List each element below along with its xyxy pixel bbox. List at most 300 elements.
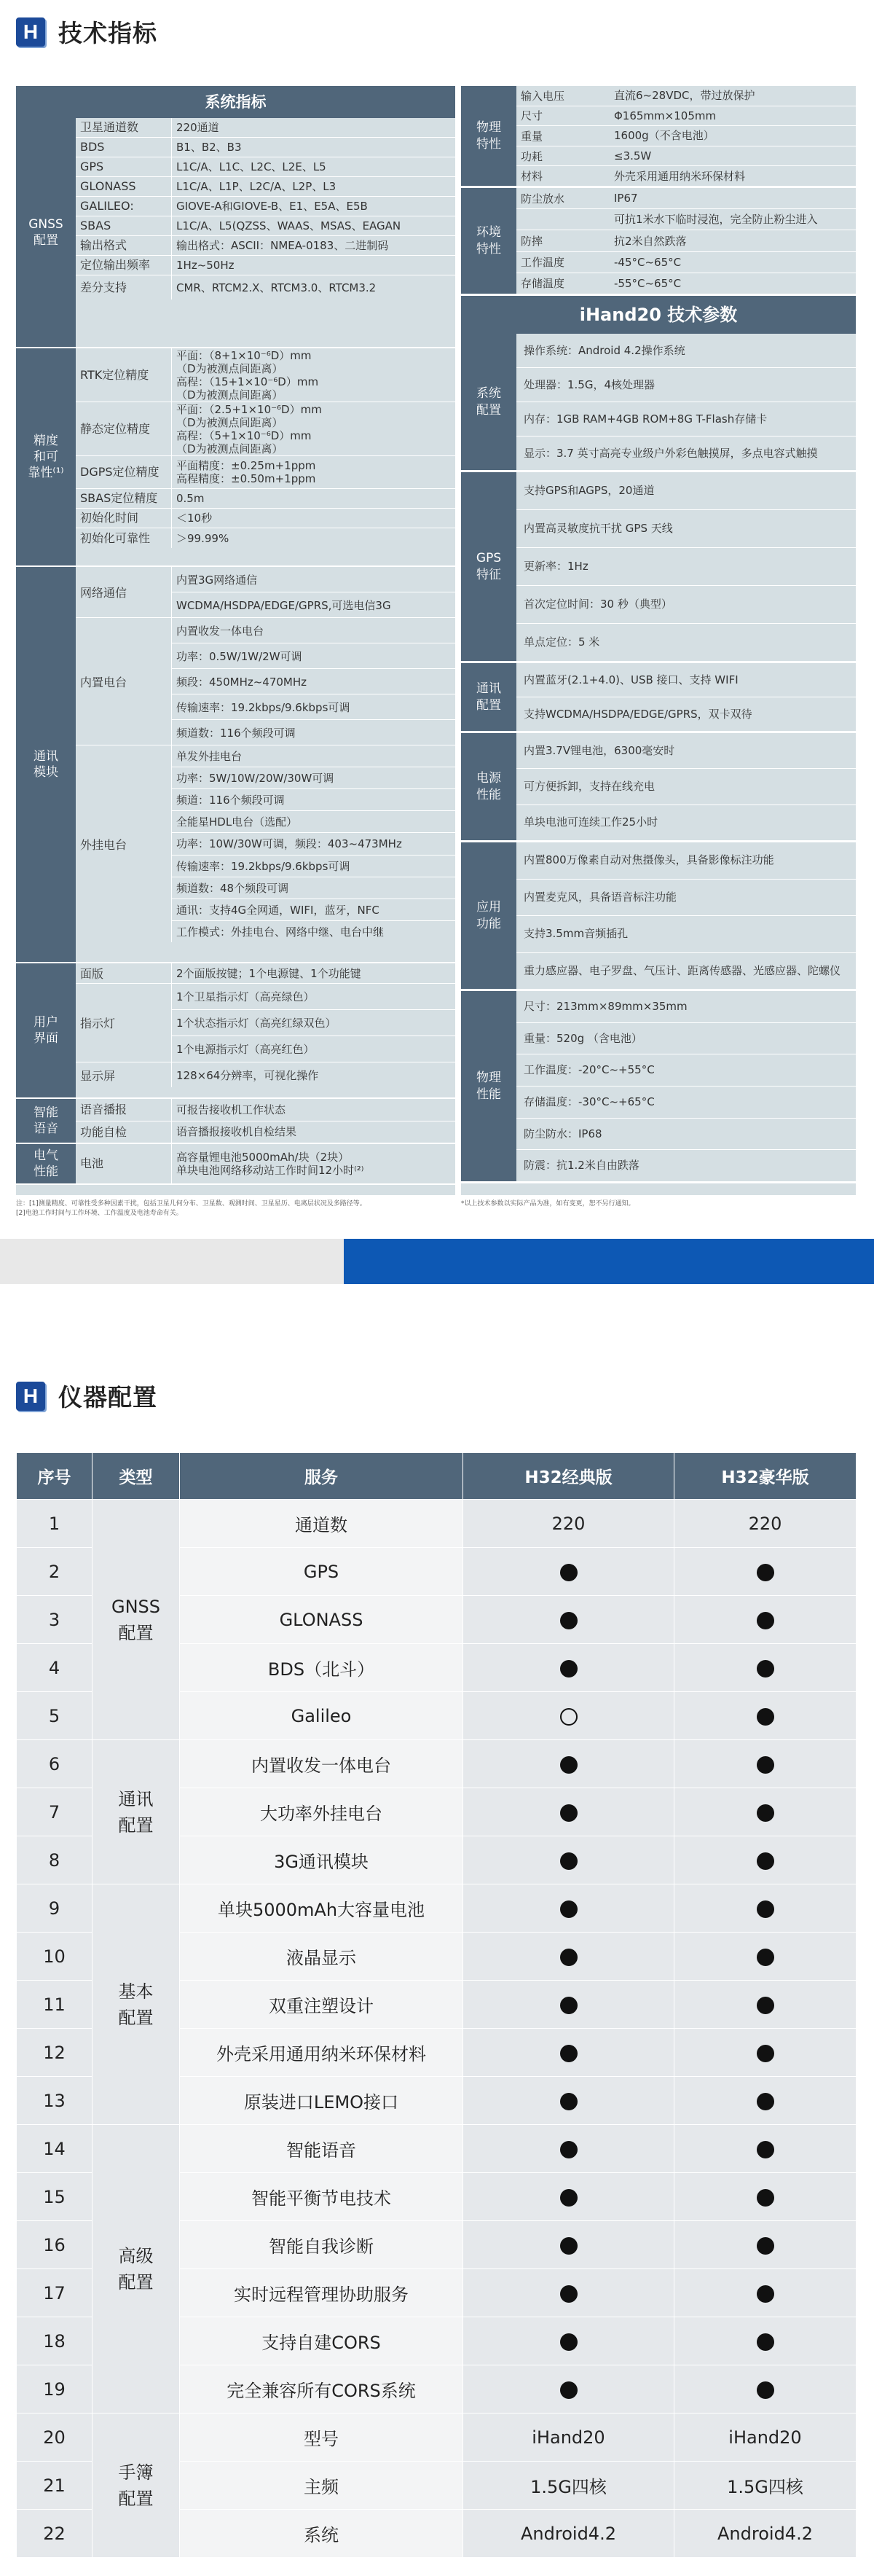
spec-key: 功耗	[521, 149, 543, 163]
group-label: 通讯 模块	[16, 567, 76, 962]
cell-classic	[463, 1740, 674, 1788]
spec-key: 防摔	[521, 235, 543, 248]
table-row	[17, 1740, 857, 1788]
spec-value	[172, 197, 455, 216]
spec-line: 1个电源指示灯（高亮红色）	[176, 1043, 315, 1056]
cell-luxury	[674, 2317, 857, 2365]
section-header-config	[16, 1379, 157, 1413]
env-row	[516, 209, 856, 230]
included-dot-icon	[757, 2141, 774, 2158]
row-number: 22	[17, 2510, 92, 2558]
cell-luxury	[674, 2269, 857, 2317]
cell-luxury: 1.5G四核	[674, 2462, 857, 2510]
cell-classic	[463, 1644, 674, 1692]
group-label: 电气 性能	[16, 1144, 76, 1183]
service-name: 支持自建CORS	[180, 2317, 463, 2365]
h-logo-icon: H	[16, 17, 45, 47]
service-name: 通道数	[180, 1500, 463, 1548]
system-specs-body	[16, 118, 455, 1185]
spec-value	[172, 177, 455, 196]
ihand-spec-line: 支持WCDMA/HSDPA/EDGE/GPRS，双卡双待	[524, 707, 752, 721]
spec-lines	[172, 567, 455, 617]
spec-value: Φ165mm×105mm	[614, 109, 717, 122]
spec-group	[16, 348, 455, 567]
spec-lines	[172, 618, 455, 745]
spec-line: 功率：5W/10W/20W/30W可调	[172, 767, 455, 789]
service-name: 内置收发一体电台	[180, 1740, 463, 1788]
column-header: 类型	[92, 1453, 180, 1500]
included-dot-icon	[757, 1949, 774, 1966]
spec-value-line: 可报告接收机工作状态	[176, 1103, 286, 1116]
spec-value-line: CMR、RTCM2.X、RTCM3.0、RTCM3.2	[176, 281, 377, 294]
spec-value-line: 语音播报接收机自检结果	[176, 1125, 297, 1139]
service-name: Galileo	[180, 1692, 463, 1740]
cell-luxury	[674, 2125, 857, 2173]
ihand-footnote: *以上技术参数以实际产品为准，如有变更，恕不另行通知。	[461, 1200, 635, 1207]
group-rows	[516, 733, 856, 840]
spec-value-line: L1C/A、L1C、L2C、L2E、L5	[176, 160, 326, 173]
row-number: 6	[17, 1740, 92, 1788]
included-dot-icon	[560, 2093, 578, 2110]
config-table-header	[17, 1453, 857, 1500]
spec-value	[172, 236, 455, 255]
ihand-spec-line: 防尘防水：IP68	[516, 1119, 856, 1151]
table-row	[17, 1500, 857, 1548]
cell-luxury	[674, 1596, 857, 1644]
cell-classic	[463, 1788, 674, 1836]
cell-luxury	[674, 1933, 857, 1981]
env-row	[516, 252, 856, 273]
cell-luxury	[674, 1692, 857, 1740]
included-dot-icon	[560, 1949, 578, 1966]
spec-line: 传输速率：19.2kbps/9.6kbps可调	[172, 856, 455, 877]
row-number: 8	[17, 1836, 92, 1884]
group-label: 智能 语音	[16, 1099, 76, 1143]
spec-value-line: 单块电池网络移动站工作时间12小时⁽²⁾	[176, 1164, 364, 1177]
group-label: 电源 性能	[461, 733, 516, 840]
included-dot-icon	[560, 2045, 578, 2062]
spec-value: 1600g（不含电池）	[614, 129, 714, 143]
spec-key: 电池	[76, 1144, 172, 1183]
spec-value-line: 0.5m	[176, 492, 205, 505]
ihand-spec-line: 重量：520g （含电池）	[516, 1023, 856, 1055]
group-rows	[516, 188, 856, 294]
ihand-spec-line: 内置高灵敏度抗干扰 GPS 天线	[516, 510, 856, 548]
included-dot-icon	[560, 2285, 578, 2303]
table-row	[17, 2413, 857, 2462]
included-dot-icon	[757, 2093, 774, 2110]
spec-key: 定位输出频率	[76, 256, 172, 275]
section-header-tech	[16, 15, 157, 49]
service-name: GLONASS	[180, 1596, 463, 1644]
spec-line: 功率：10W/30W可调，频段：403~473MHz	[172, 833, 455, 855]
service-name: 单块5000mAh大容量电池	[180, 1884, 463, 1933]
config-table	[16, 1452, 857, 2558]
spec-key: 初始化时间	[76, 509, 172, 528]
row-number: 9	[17, 1884, 92, 1933]
row-number: 20	[17, 2413, 92, 2462]
service-name: 大功率外挂电台	[180, 1788, 463, 1836]
included-dot-icon	[560, 1564, 578, 1581]
spec-subgroup	[76, 567, 455, 618]
spec-key: SBAS	[76, 216, 172, 235]
category-label: 手簿 配置	[92, 2413, 180, 2558]
cell-classic	[463, 1981, 674, 2029]
column-header: 服务	[180, 1453, 463, 1500]
group-rows	[516, 334, 856, 470]
env-specs-body	[461, 86, 856, 296]
panel-title: 系统指标	[16, 86, 455, 118]
cell-classic	[463, 2173, 674, 2221]
service-name: 完全兼容所有CORS系统	[180, 2365, 463, 2413]
group-label: GPS 特征	[461, 472, 516, 661]
cell-luxury	[674, 2221, 857, 2269]
included-dot-icon	[757, 2285, 774, 2303]
spec-key: 工作温度	[521, 256, 565, 270]
row-number: 17	[17, 2269, 92, 2317]
service-name: 主频	[180, 2462, 463, 2510]
spec-key: 防尘放水	[521, 192, 565, 205]
group-rows	[76, 963, 455, 1097]
included-dot-icon	[757, 2333, 774, 2351]
spec-line: 2个面版按键；1个电源键、1个功能键	[176, 967, 361, 980]
group-label: 物理 性能	[461, 991, 516, 1181]
cell-luxury	[674, 1836, 857, 1884]
included-dot-icon	[560, 2141, 578, 2158]
group-label: 用户 界面	[16, 963, 76, 1097]
cell-classic	[463, 1884, 674, 1933]
spec-group	[16, 567, 455, 963]
cell-classic	[463, 1548, 674, 1596]
right-specs-panel	[461, 86, 856, 1195]
included-dot-icon	[560, 1660, 578, 1677]
cell-classic	[463, 2269, 674, 2317]
group-label: 系统 配置	[461, 334, 516, 470]
cell-luxury	[674, 1740, 857, 1788]
spec-row	[76, 402, 455, 456]
spec-key: GPS	[76, 157, 172, 176]
group-rows	[516, 842, 856, 989]
spec-value-line: （D为被测点间距离）	[176, 361, 283, 375]
group-rows	[76, 1099, 455, 1143]
spec-row	[76, 348, 455, 402]
env-row	[516, 126, 856, 146]
spec-line: 功率：0.5W/1W/2W可调	[172, 643, 455, 669]
spec-key: 重量	[521, 129, 543, 143]
included-dot-icon	[560, 1900, 578, 1918]
ihand-spec-line: 尺寸：213mm×89mm×35mm	[516, 991, 856, 1023]
row-number: 16	[17, 2221, 92, 2269]
included-dot-icon	[757, 1756, 774, 1774]
spec-value-line: 平面精度：±0.25m+1ppm	[176, 459, 316, 472]
ihand-group	[461, 733, 856, 842]
group-label: 物理 特性	[461, 86, 516, 186]
spec-key: 输出格式	[76, 236, 172, 255]
included-dot-icon	[560, 1804, 578, 1822]
spec-row	[76, 1121, 455, 1143]
spec-value	[172, 275, 455, 300]
section-title: 仪器配置	[58, 1383, 157, 1412]
spec-value: 直流6~28VDC，带过放保护	[614, 89, 755, 103]
group-label: 精度 和可 靠性⁽¹⁾	[16, 348, 76, 565]
env-row	[516, 273, 856, 294]
included-dot-icon	[757, 1900, 774, 1918]
env-row	[516, 106, 856, 127]
ihand-spec-line: 单点定位：5 米	[524, 635, 600, 649]
section-title: 技术指标	[58, 19, 157, 47]
spec-line: 内置3G网络通信	[172, 567, 455, 592]
spec-row	[76, 236, 455, 256]
category-label: 高级 配置	[92, 2125, 180, 2413]
spec-key: 面版	[76, 963, 172, 983]
ihand-spec-line: 工作温度：-20°C~+55°C	[516, 1054, 856, 1087]
ihand-specs-body	[461, 334, 856, 1183]
spec-key: 差分支持	[76, 275, 172, 300]
spec-value-line: 高程：（15+1×10⁻⁶D）mm	[176, 375, 319, 388]
spec-key: RTK定位精度	[76, 348, 172, 402]
spec-row	[76, 157, 455, 177]
service-name: 原装进口LEMO接口	[180, 2077, 463, 2125]
service-name: 3G通讯模块	[180, 1836, 463, 1884]
spec-key: DGPS定位精度	[76, 456, 172, 488]
spec-value-line: ＞99.99%	[176, 531, 229, 545]
row-number: 5	[17, 1692, 92, 1740]
group-label: GNSS 配置	[16, 118, 76, 347]
service-name: GPS	[180, 1548, 463, 1596]
spec-value	[172, 138, 455, 157]
ihand-spec-line: 单块电池可连续工作25小时	[524, 815, 658, 829]
spec-line: 128×64分辨率，可视化操作	[176, 1068, 319, 1082]
spec-value: 可抗1米水下临时浸泡，完全防止粉尘进入	[614, 213, 818, 227]
row-number: 13	[17, 2077, 92, 2125]
spec-key: 静态定位精度	[76, 402, 172, 455]
spec-value	[172, 348, 455, 402]
divider-bar-blue	[344, 1239, 874, 1284]
included-dot-icon	[757, 1804, 774, 1822]
group-label: 应用 功能	[461, 842, 516, 989]
cell-classic: Android4.2	[463, 2510, 674, 2558]
spec-row	[76, 256, 455, 275]
footnote-line: 注：[1]测量精度、可靠性受多种因素干扰，包括卫星几何分布、卫星数、观测时间、卫星星历、电离层状况及多路径等。	[16, 1200, 366, 1207]
env-group	[461, 86, 856, 188]
optional-ring-icon	[560, 1708, 578, 1726]
spec-row	[76, 275, 455, 300]
cell-classic: 1.5G四核	[463, 2462, 674, 2510]
cell-classic	[463, 2029, 674, 2077]
spec-key: 尺寸	[521, 109, 543, 123]
spec-key: 卫星通道数	[76, 118, 172, 137]
cell-classic	[463, 1933, 674, 1981]
category-label: 通讯 配置	[92, 1740, 180, 1884]
included-dot-icon	[757, 1612, 774, 1629]
row-number: 14	[17, 2125, 92, 2173]
env-row	[516, 86, 856, 106]
service-name: 型号	[180, 2413, 463, 2462]
included-dot-icon	[757, 1564, 774, 1581]
row-number: 18	[17, 2317, 92, 2365]
spec-value	[172, 157, 455, 176]
spec-key: 显示屏	[76, 1062, 172, 1087]
spec-row	[76, 177, 455, 197]
included-dot-icon	[560, 2189, 578, 2207]
group-rows	[76, 348, 455, 565]
spec-value-line: GIOVE-A和GIOVE-B、E1、E5A、E5B	[176, 200, 368, 213]
spec-value	[172, 456, 455, 488]
spec-line: 频段：450MHz~470MHz	[172, 669, 455, 694]
table-row	[17, 1884, 857, 1933]
spec-row	[76, 1144, 455, 1183]
spec-key: 输入电压	[521, 89, 565, 103]
spec-key: 功能自检	[76, 1121, 172, 1143]
included-dot-icon	[757, 2045, 774, 2062]
included-dot-icon	[560, 2237, 578, 2255]
spec-subgroup	[76, 618, 455, 745]
spec-value	[172, 489, 455, 508]
service-name: 双重注塑设计	[180, 1981, 463, 2029]
cell-classic	[463, 2317, 674, 2365]
cell-luxury	[674, 1981, 857, 2029]
footnotes	[16, 1199, 455, 1218]
spec-value	[172, 118, 455, 137]
spec-value	[172, 1099, 455, 1121]
ihand-spec-line: 内置麦克风，具备语音标注功能	[516, 880, 856, 917]
spec-key: GLONASS	[76, 177, 172, 196]
cell-luxury	[674, 2077, 857, 2125]
spec-value: -45°C~65°C	[614, 255, 682, 269]
spec-key: SBAS定位精度	[76, 489, 172, 508]
spec-group	[16, 1099, 455, 1144]
spec-value: 外壳采用通用纳米环保材料	[614, 169, 746, 183]
spec-lines	[172, 984, 455, 1062]
row-number: 11	[17, 1981, 92, 2029]
row-number: 4	[17, 1644, 92, 1692]
spec-row	[76, 509, 455, 528]
env-group	[461, 188, 856, 296]
spec-group	[16, 118, 455, 348]
group-rows	[76, 1144, 455, 1183]
category-label: 基本 配置	[92, 1884, 180, 2125]
spec-key: 语音播报	[76, 1099, 172, 1121]
group-rows	[76, 118, 455, 347]
group-label: 环境 特性	[461, 188, 516, 294]
row-number: 1	[17, 1500, 92, 1548]
ihand-spec-line: 存储温度：-30°C~+65°C	[516, 1087, 856, 1119]
spec-value: 抗2米自然跌落	[614, 234, 687, 248]
group-label: 通讯 配置	[461, 663, 516, 731]
ihand-spec-line: 处理器：1.5G，4核处理器	[516, 368, 856, 402]
row-number: 12	[17, 2029, 92, 2077]
spec-line: 频道数：116个频段可调	[176, 726, 296, 740]
spec-value	[172, 1121, 455, 1143]
cell-classic	[463, 1836, 674, 1884]
included-dot-icon	[757, 2381, 774, 2399]
ihand-spec-line: 操作系统：Android 4.2操作系统	[516, 334, 856, 368]
ihand-spec-line: 支持3.5mm音频插孔	[516, 916, 856, 953]
spec-value	[172, 402, 455, 455]
env-row	[516, 230, 856, 251]
spec-key	[516, 209, 611, 230]
spec-value-line: （D为被测点间距离）	[176, 415, 283, 429]
spec-value	[172, 509, 455, 528]
included-dot-icon	[757, 2189, 774, 2207]
cell-classic	[463, 1692, 674, 1740]
spec-value-line: 平面：（2.5+1×10⁻⁶D）mm	[176, 402, 322, 416]
spec-row	[76, 456, 455, 489]
cell-classic	[463, 2077, 674, 2125]
ihand-title: iHand20 技术参数	[461, 296, 856, 334]
env-row	[516, 188, 856, 209]
cell-classic	[463, 1596, 674, 1644]
spec-key: GALILEO:	[76, 197, 172, 216]
spec-key: 指示灯	[76, 984, 172, 1062]
table-row	[17, 2125, 857, 2173]
included-dot-icon	[757, 1852, 774, 1870]
group-rows	[516, 663, 856, 731]
column-header: H32豪华版	[674, 1453, 857, 1500]
group-rows	[516, 991, 856, 1181]
footnote-line: [2]电池工作时间与工作环境、工作温度及电池寿命有关。	[16, 1209, 183, 1217]
spec-key: 外挂电台	[76, 745, 172, 942]
spec-value	[172, 216, 455, 235]
ihand-group	[461, 334, 856, 472]
ihand-spec-line: 支持GPS和AGPS，20通道	[516, 472, 856, 510]
service-name: 实时远程管理协助服务	[180, 2269, 463, 2317]
spec-value-line: 高程：（5+1×10⁻⁶D）mm	[176, 428, 312, 442]
ihand-spec-line: 内置3.7V锂电池，6300毫安时	[516, 733, 856, 769]
cell-luxury	[674, 2365, 857, 2413]
spec-line: 工作模式：外挂电台、网络中继、电台中继	[176, 925, 385, 939]
spec-value-line: 220通道	[176, 121, 219, 134]
service-name: BDS（北斗）	[180, 1644, 463, 1692]
spec-value	[172, 256, 455, 275]
included-dot-icon	[560, 1612, 578, 1629]
spec-value-line: 输出格式：ASCII：NMEA-0183、二进制码	[176, 239, 389, 252]
spec-row	[76, 528, 455, 548]
included-dot-icon	[560, 1997, 578, 2014]
ihand-spec-line: 可方便拆卸，支持在线充电	[516, 769, 856, 804]
cell-luxury: Android4.2	[674, 2510, 857, 2558]
spec-group	[16, 963, 455, 1099]
cell-classic: 220	[463, 1500, 674, 1548]
spec-row	[76, 489, 455, 509]
ihand-spec-line: 首次定位时间：30 秒（典型）	[516, 586, 856, 624]
spec-value-line: （D为被测点间距离）	[176, 442, 283, 455]
system-specs-panel	[16, 86, 455, 1195]
env-row	[516, 146, 856, 167]
spec-value-line: 高容量锂电池5000mAh/块（2块）	[176, 1151, 350, 1164]
included-dot-icon	[757, 2237, 774, 2255]
spec-value-line: L1C/A、L5(QZSS、WAAS、MSAS、EAGAN	[176, 219, 401, 232]
spec-line: 1个状态指示灯（高亮红绿双色）	[172, 1010, 455, 1036]
spec-line: 传输速率：19.2kbps/9.6kbps可调	[172, 694, 455, 720]
included-dot-icon	[560, 2381, 578, 2399]
included-dot-icon	[757, 1660, 774, 1677]
row-number: 21	[17, 2462, 92, 2510]
row-number: 19	[17, 2365, 92, 2413]
spec-line: 通讯：支持4G全网通，WIFI，蓝牙，NFC	[172, 899, 455, 921]
spec-lines	[172, 1062, 455, 1087]
row-number: 3	[17, 1596, 92, 1644]
column-header: H32经典版	[463, 1453, 674, 1500]
spec-subgroup	[76, 963, 455, 984]
cell-classic	[463, 2221, 674, 2269]
spec-lines	[172, 745, 455, 942]
column-header: 序号	[17, 1453, 92, 1500]
ihand-group	[461, 472, 856, 663]
service-name: 智能自我诊断	[180, 2221, 463, 2269]
spec-row	[76, 216, 455, 236]
spec-row	[76, 138, 455, 157]
